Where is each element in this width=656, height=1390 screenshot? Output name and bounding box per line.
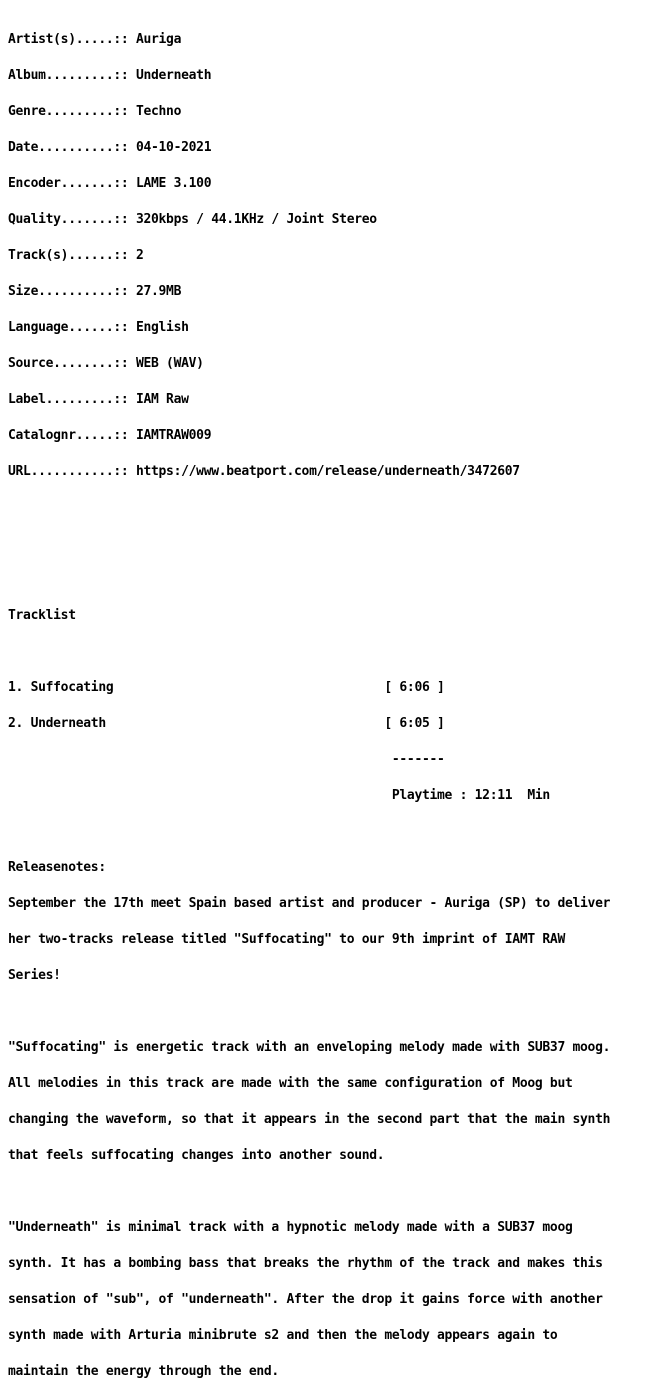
info-quality: Quality.......:: 320kbps / 44.1KHz / Joint Stereo (8, 212, 377, 227)
info-genre: Genre.........:: Techno (8, 104, 182, 119)
paragraph-line: "Underneath" is minimal track with a hypnotic melody made with a SUB37 moog (8, 1220, 573, 1235)
info-encoder: Encoder.......:: LAME 3.100 (8, 176, 212, 191)
paragraph-line: synth. It has a bombing bass that breaks the rhythm of the track and makes this (8, 1256, 603, 1271)
paragraph-line: All melodies in this track are made with the same configuration of Moog but (8, 1076, 573, 1091)
track-item: 1. Suffocating [ 6:06 ] (8, 680, 445, 695)
info-url: URL...........:: https://www.beatport.com/release/underneath/3472607 (8, 464, 520, 479)
blank-line (8, 1006, 610, 1018)
paragraph-line: synth made with Arturia minibrute s2 and then the melody appears again to (8, 1328, 558, 1343)
track-item: 2. Underneath [ 6:05 ] (8, 716, 445, 731)
info-tracks: Track(s)......:: 2 (8, 248, 144, 263)
tracklist-heading: Tracklist (8, 608, 76, 623)
info-size: Size..........:: 27.9MB (8, 284, 182, 299)
blank-line (8, 538, 610, 550)
nfo-document (8, 10, 610, 1390)
releasenotes-heading: Releasenotes: (8, 860, 106, 875)
blank-line (8, 826, 610, 838)
paragraph-line: that feels suffocating changes into another sound. (8, 1148, 385, 1163)
paragraph-line: changing the waveform, so that it appears in the second part that the main synth (8, 1112, 611, 1127)
paragraph-line: her two-tracks release titled "Suffocating" to our 9th imprint of IAMT RAW (8, 932, 565, 947)
info-language: Language......:: English (8, 320, 189, 335)
info-label: Label.........:: IAM Raw (8, 392, 189, 407)
blank-line (8, 574, 610, 586)
paragraph-line: "Suffocating" is energetic track with an enveloping melody made with SUB37 moog. (8, 1040, 611, 1055)
info-source: Source........:: WEB (WAV) (8, 356, 204, 371)
blank-line (8, 646, 610, 658)
paragraph-line: Series! (8, 968, 61, 983)
tracklist-divider: ------- (8, 752, 445, 767)
blank-line (8, 1186, 610, 1198)
info-album: Album.........:: Underneath (8, 68, 212, 83)
paragraph-line: September the 17th meet Spain based artist and producer - Auriga (SP) to deliver (8, 896, 611, 911)
paragraph-line: sensation of "sub", of "underneath". After the drop it gains force with another (8, 1292, 603, 1307)
info-artist: Artist(s).....:: Auriga (8, 32, 182, 47)
playtime-total: Playtime : 12:11 Min (8, 788, 550, 803)
blank-line (8, 502, 610, 514)
info-catalognr: Catalognr.....:: IAMTRAW009 (8, 428, 212, 443)
info-date: Date..........:: 04-10-2021 (8, 140, 212, 155)
paragraph-line: maintain the energy through the end. (8, 1364, 279, 1379)
